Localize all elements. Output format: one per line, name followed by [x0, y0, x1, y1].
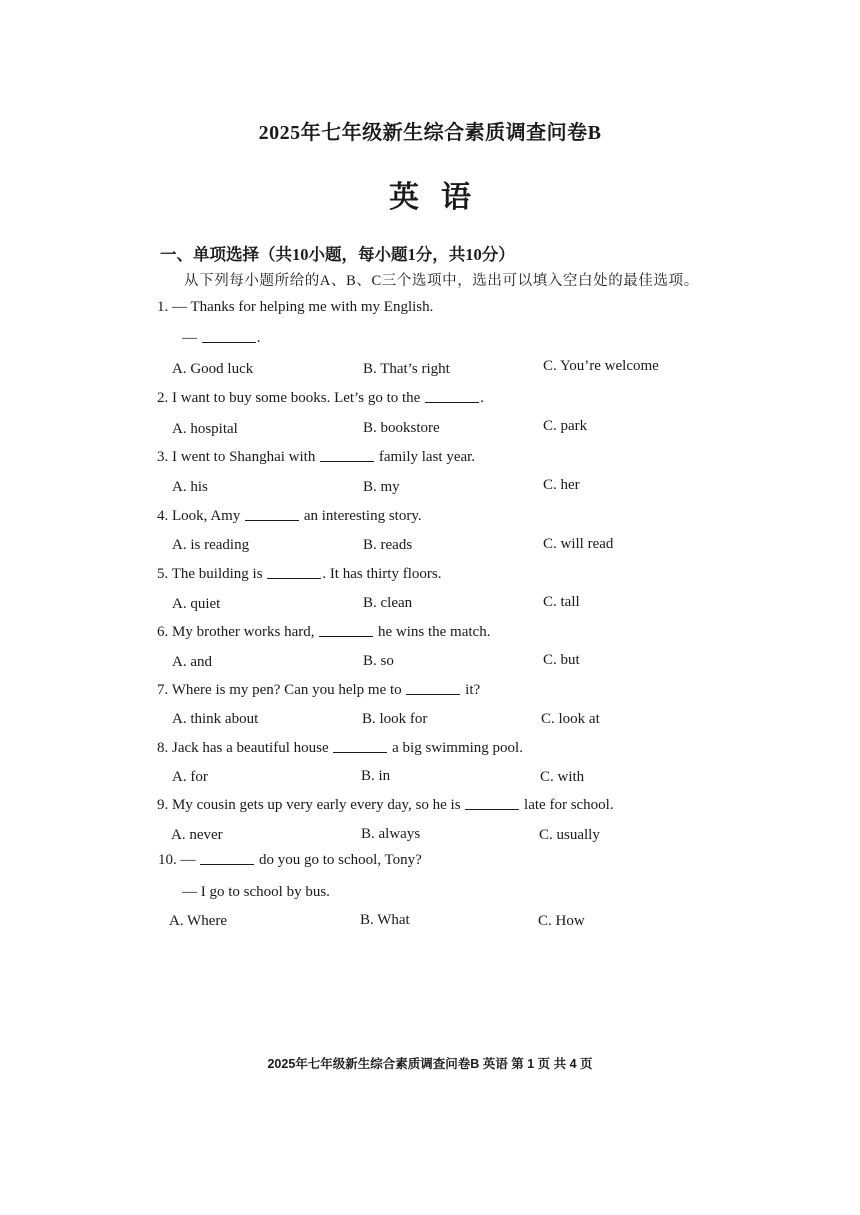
answer-blank	[465, 808, 519, 810]
question-6-option-c: C. but	[543, 652, 580, 668]
answer-blank	[202, 341, 256, 343]
question-2-stem: 2. I want to buy some books. Let’s go to the .	[157, 390, 484, 406]
question-5-option-b: B. clean	[363, 595, 413, 611]
exam-title: 2025年七年级新生综合素质调查问卷B	[258, 122, 602, 144]
answer-blank	[406, 693, 460, 695]
answer-blank	[267, 577, 321, 579]
question-10-option-a: A. Where	[169, 913, 228, 929]
question-8-option-c: C. with	[540, 769, 585, 785]
section-heading: 一、单项选择（共10小题，每小题1分，共10分）	[160, 245, 515, 264]
question-4-stem: 4. Look, Amy an interesting story.	[157, 508, 422, 524]
question-2-option-a: A. hospital	[172, 421, 238, 437]
question-8-option-b: B. in	[361, 768, 391, 784]
question-5-option-c: C. tall	[543, 594, 580, 610]
question-6-option-b: B. so	[363, 653, 394, 669]
answer-blank	[425, 401, 479, 403]
question-5-stem: 5. The building is . It has thirty floors.	[157, 566, 442, 582]
question-3-option-b: B. my	[363, 479, 400, 495]
question-9-stem: 9. My cousin gets up very early every day, so he is late for school.	[157, 797, 614, 813]
question-9-option-b: B. always	[361, 826, 421, 842]
question-9-option-c: C. usually	[539, 827, 600, 843]
question-3-stem: 3. I went to Shanghai with family last year.	[157, 449, 476, 465]
question-4-option-a: A. is reading	[172, 537, 250, 553]
question-4-option-c: C. will read	[543, 536, 614, 552]
question-7-option-a: A. think about	[172, 711, 259, 727]
question-1-stem: 1. — Thanks for helping me with my English.	[157, 299, 434, 315]
question-7-stem: 7. Where is my pen? Can you help me to it?	[157, 682, 481, 698]
question-10-option-b: B. What	[360, 912, 410, 928]
answer-blank	[319, 635, 373, 637]
question-6-stem: 6. My brother works hard, he wins the match.	[157, 624, 491, 640]
question-1-option-a: A. Good luck	[172, 361, 254, 377]
question-10-stem: 10. — do you go to school, Tony?	[158, 852, 422, 868]
question-10-reply: — I go to school by bus.	[182, 884, 330, 900]
question-1-reply: — .	[182, 330, 261, 346]
question-1-option-c: C. You’re welcome	[543, 358, 659, 374]
answer-blank	[200, 863, 254, 865]
question-2-option-b: B. bookstore	[363, 420, 440, 436]
question-10-option-c: C. How	[538, 913, 585, 929]
answer-blank	[320, 460, 374, 462]
question-4-option-b: B. reads	[363, 537, 413, 553]
answer-blank	[245, 519, 299, 521]
answer-blank	[333, 751, 387, 753]
subject-title: 英语	[389, 181, 493, 214]
question-1-option-b: B. That’s right	[363, 361, 450, 377]
question-9-option-a: A. never	[171, 827, 223, 843]
question-3-option-c: C. her	[543, 477, 580, 493]
page-footer: 2025年七年级新生综合素质调查问卷B 英语 第 1 页 共 4 页	[267, 1057, 593, 1071]
question-8-stem: 8. Jack has a beautiful house a big swimming pool.	[157, 740, 523, 756]
question-3-option-a: A. his	[172, 479, 208, 495]
question-7-option-c: C. look at	[541, 711, 600, 727]
question-8-option-a: A. for	[172, 769, 208, 785]
question-6-option-a: A. and	[172, 654, 212, 670]
question-5-option-a: A. quiet	[172, 596, 221, 612]
question-7-option-b: B. look for	[362, 711, 428, 727]
question-2-option-c: C. park	[543, 418, 588, 434]
section-instruction: 从下列每小题所给的A、B、C三个选项中，选出可以填入空白处的最佳选项。	[184, 273, 699, 289]
